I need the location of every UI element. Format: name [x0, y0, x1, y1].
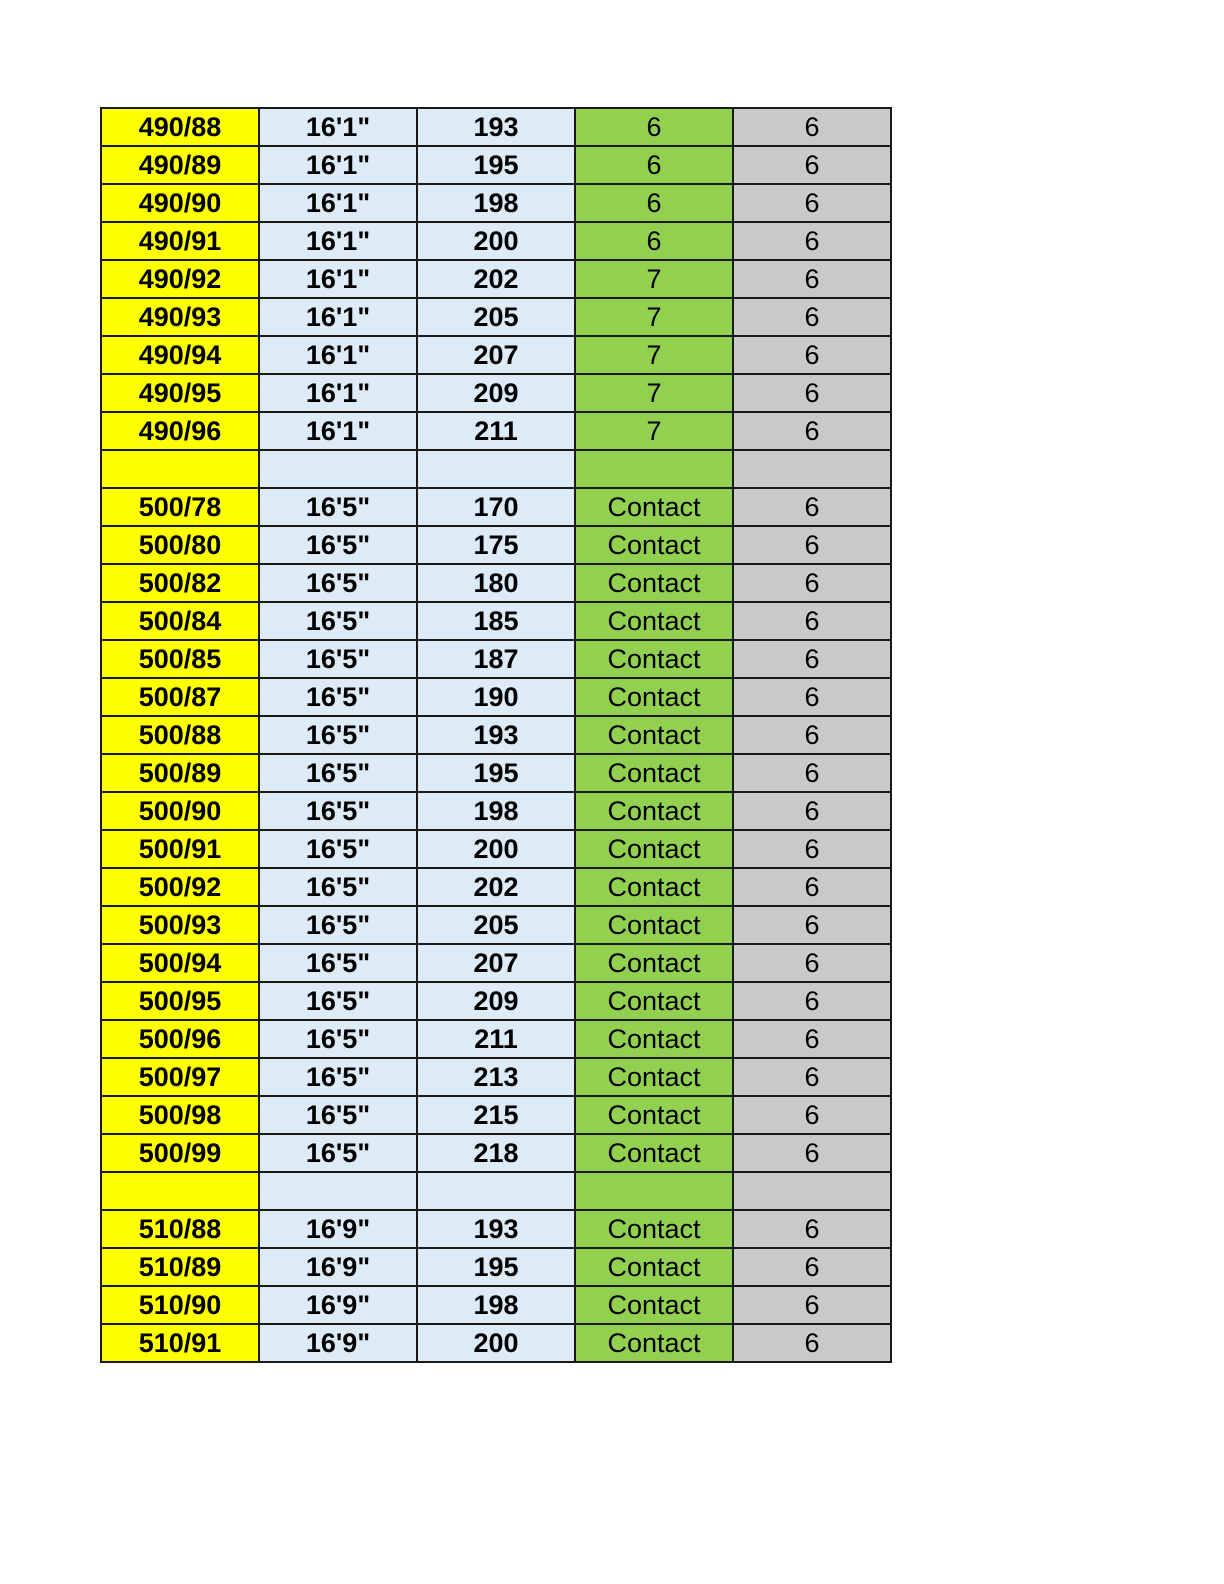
- diameter-cell: 16'5": [259, 982, 417, 1020]
- diameter-cell: 16'5": [259, 678, 417, 716]
- grade-cell: 6: [733, 716, 891, 754]
- table-row: [101, 488, 891, 526]
- grade-cell: 6: [733, 108, 891, 146]
- diameter-cell: 16'5": [259, 1134, 417, 1172]
- grade-cell: [733, 1172, 891, 1210]
- ply-cell: Contact: [575, 1248, 733, 1286]
- ply-cell: Contact: [575, 792, 733, 830]
- size-cell: 500/84: [101, 602, 259, 640]
- load-cell: 202: [417, 260, 575, 298]
- ply-cell: Contact: [575, 830, 733, 868]
- table-row: [101, 146, 891, 184]
- ply-cell: Contact: [575, 1020, 733, 1058]
- ply-cell: 7: [575, 374, 733, 412]
- size-cell: 500/97: [101, 1058, 259, 1096]
- diameter-cell: 16'5": [259, 1020, 417, 1058]
- grade-cell: 6: [733, 146, 891, 184]
- ply-cell: Contact: [575, 1058, 733, 1096]
- ply-cell: 7: [575, 412, 733, 450]
- ply-cell: Contact: [575, 906, 733, 944]
- size-cell: 500/92: [101, 868, 259, 906]
- table-row: [101, 298, 891, 336]
- load-cell: 190: [417, 678, 575, 716]
- diameter-cell: 16'1": [259, 184, 417, 222]
- diameter-cell: 16'5": [259, 792, 417, 830]
- grade-cell: 6: [733, 1324, 891, 1362]
- size-cell: 500/94: [101, 944, 259, 982]
- load-cell: 198: [417, 1286, 575, 1324]
- grade-cell: 6: [733, 1020, 891, 1058]
- diameter-cell: 16'1": [259, 108, 417, 146]
- table-row: [101, 108, 891, 146]
- load-cell: 193: [417, 1210, 575, 1248]
- table-row: [101, 944, 891, 982]
- ply-cell: Contact: [575, 526, 733, 564]
- spec-table: [100, 107, 892, 1363]
- diameter-cell: 16'9": [259, 1324, 417, 1362]
- size-cell: 500/93: [101, 906, 259, 944]
- size-cell: 490/88: [101, 108, 259, 146]
- ply-cell: 6: [575, 108, 733, 146]
- load-cell: 195: [417, 146, 575, 184]
- size-cell: 510/89: [101, 1248, 259, 1286]
- load-cell: 195: [417, 1248, 575, 1286]
- size-cell: 500/96: [101, 1020, 259, 1058]
- load-cell: 193: [417, 108, 575, 146]
- grade-cell: 6: [733, 906, 891, 944]
- grade-cell: 6: [733, 412, 891, 450]
- table-row: [101, 754, 891, 792]
- load-cell: 218: [417, 1134, 575, 1172]
- table-row: [101, 982, 891, 1020]
- size-cell: 500/95: [101, 982, 259, 1020]
- table-row: [101, 184, 891, 222]
- ply-cell: 6: [575, 222, 733, 260]
- size-cell: 500/89: [101, 754, 259, 792]
- load-cell: 200: [417, 830, 575, 868]
- ply-cell: Contact: [575, 868, 733, 906]
- table-row: [101, 1134, 891, 1172]
- size-cell: 490/90: [101, 184, 259, 222]
- size-cell: 490/93: [101, 298, 259, 336]
- ply-cell: [575, 450, 733, 488]
- load-cell: 198: [417, 184, 575, 222]
- load-cell: 211: [417, 1020, 575, 1058]
- load-cell: 207: [417, 336, 575, 374]
- diameter-cell: 16'9": [259, 1286, 417, 1324]
- grade-cell: 6: [733, 564, 891, 602]
- diameter-cell: 16'5": [259, 944, 417, 982]
- load-cell: 193: [417, 716, 575, 754]
- table-row: [101, 1058, 891, 1096]
- grade-cell: 6: [733, 602, 891, 640]
- grade-cell: 6: [733, 830, 891, 868]
- size-cell: 500/90: [101, 792, 259, 830]
- size-cell: 490/94: [101, 336, 259, 374]
- table-row: [101, 716, 891, 754]
- table-row: [101, 678, 891, 716]
- grade-cell: [733, 450, 891, 488]
- size-cell: 500/91: [101, 830, 259, 868]
- table-row: [101, 1324, 891, 1362]
- diameter-cell: 16'5": [259, 602, 417, 640]
- ply-cell: Contact: [575, 1210, 733, 1248]
- table-row: [101, 1286, 891, 1324]
- load-cell: 175: [417, 526, 575, 564]
- load-cell: 200: [417, 222, 575, 260]
- table-row: [101, 792, 891, 830]
- load-cell: 187: [417, 640, 575, 678]
- load-cell: 195: [417, 754, 575, 792]
- grade-cell: 6: [733, 1286, 891, 1324]
- size-cell: 490/89: [101, 146, 259, 184]
- diameter-cell: 16'5": [259, 1058, 417, 1096]
- load-cell: [417, 1172, 575, 1210]
- diameter-cell: 16'5": [259, 526, 417, 564]
- diameter-cell: 16'5": [259, 564, 417, 602]
- ply-cell: 6: [575, 146, 733, 184]
- load-cell: 185: [417, 602, 575, 640]
- load-cell: 215: [417, 1096, 575, 1134]
- diameter-cell: 16'1": [259, 412, 417, 450]
- grade-cell: 6: [733, 1134, 891, 1172]
- ply-cell: Contact: [575, 1134, 733, 1172]
- diameter-cell: [259, 450, 417, 488]
- size-cell: [101, 450, 259, 488]
- diameter-cell: [259, 1172, 417, 1210]
- grade-cell: 6: [733, 1248, 891, 1286]
- grade-cell: 6: [733, 944, 891, 982]
- table-row: [101, 412, 891, 450]
- load-cell: 207: [417, 944, 575, 982]
- table-row: [101, 336, 891, 374]
- size-cell: 500/87: [101, 678, 259, 716]
- grade-cell: 6: [733, 336, 891, 374]
- grade-cell: 6: [733, 640, 891, 678]
- ply-cell: Contact: [575, 1286, 733, 1324]
- table-row: [101, 1020, 891, 1058]
- load-cell: 209: [417, 374, 575, 412]
- grade-cell: 6: [733, 184, 891, 222]
- diameter-cell: 16'5": [259, 1096, 417, 1134]
- size-cell: 510/88: [101, 1210, 259, 1248]
- size-cell: 500/80: [101, 526, 259, 564]
- size-cell: 500/99: [101, 1134, 259, 1172]
- ply-cell: 6: [575, 184, 733, 222]
- diameter-cell: 16'9": [259, 1248, 417, 1286]
- grade-cell: 6: [733, 298, 891, 336]
- ply-cell: [575, 1172, 733, 1210]
- size-cell: 490/96: [101, 412, 259, 450]
- grade-cell: 6: [733, 982, 891, 1020]
- ply-cell: Contact: [575, 602, 733, 640]
- diameter-cell: 16'9": [259, 1210, 417, 1248]
- diameter-cell: 16'5": [259, 754, 417, 792]
- ply-cell: Contact: [575, 488, 733, 526]
- grade-cell: 6: [733, 1210, 891, 1248]
- table-row: [101, 374, 891, 412]
- grade-cell: 6: [733, 1058, 891, 1096]
- spec-table-body: [101, 108, 891, 1362]
- load-cell: 209: [417, 982, 575, 1020]
- grade-cell: 6: [733, 792, 891, 830]
- load-cell: 202: [417, 868, 575, 906]
- diameter-cell: 16'1": [259, 146, 417, 184]
- grade-cell: 6: [733, 488, 891, 526]
- table-row: [101, 906, 891, 944]
- ply-cell: Contact: [575, 678, 733, 716]
- load-cell: 205: [417, 906, 575, 944]
- size-cell: 490/95: [101, 374, 259, 412]
- size-cell: 500/82: [101, 564, 259, 602]
- ply-cell: Contact: [575, 982, 733, 1020]
- grade-cell: 6: [733, 260, 891, 298]
- grade-cell: 6: [733, 374, 891, 412]
- grade-cell: 6: [733, 754, 891, 792]
- table-row: [101, 564, 891, 602]
- grade-cell: 6: [733, 868, 891, 906]
- grade-cell: 6: [733, 1096, 891, 1134]
- table-row: [101, 1096, 891, 1134]
- grade-cell: 6: [733, 678, 891, 716]
- table-row: [101, 1210, 891, 1248]
- size-cell: 500/78: [101, 488, 259, 526]
- table-row: [101, 1172, 891, 1210]
- load-cell: 170: [417, 488, 575, 526]
- ply-cell: Contact: [575, 1324, 733, 1362]
- ply-cell: Contact: [575, 640, 733, 678]
- load-cell: 180: [417, 564, 575, 602]
- table-row: [101, 260, 891, 298]
- size-cell: 500/85: [101, 640, 259, 678]
- size-cell: 500/88: [101, 716, 259, 754]
- table-row: [101, 1248, 891, 1286]
- table-row: [101, 450, 891, 488]
- ply-cell: Contact: [575, 564, 733, 602]
- table-row: [101, 602, 891, 640]
- ply-cell: Contact: [575, 1096, 733, 1134]
- diameter-cell: 16'5": [259, 868, 417, 906]
- size-cell: [101, 1172, 259, 1210]
- load-cell: 200: [417, 1324, 575, 1362]
- diameter-cell: 16'5": [259, 906, 417, 944]
- ply-cell: Contact: [575, 944, 733, 982]
- load-cell: [417, 450, 575, 488]
- diameter-cell: 16'1": [259, 336, 417, 374]
- load-cell: 205: [417, 298, 575, 336]
- diameter-cell: 16'5": [259, 716, 417, 754]
- load-cell: 198: [417, 792, 575, 830]
- grade-cell: 6: [733, 526, 891, 564]
- diameter-cell: 16'1": [259, 260, 417, 298]
- diameter-cell: 16'5": [259, 830, 417, 868]
- table-row: [101, 868, 891, 906]
- diameter-cell: 16'1": [259, 298, 417, 336]
- diameter-cell: 16'1": [259, 374, 417, 412]
- ply-cell: Contact: [575, 754, 733, 792]
- size-cell: 510/91: [101, 1324, 259, 1362]
- ply-cell: Contact: [575, 716, 733, 754]
- size-cell: 500/98: [101, 1096, 259, 1134]
- grade-cell: 6: [733, 222, 891, 260]
- ply-cell: 7: [575, 336, 733, 374]
- size-cell: 490/92: [101, 260, 259, 298]
- ply-cell: 7: [575, 298, 733, 336]
- table-row: [101, 222, 891, 260]
- table-row: [101, 526, 891, 564]
- diameter-cell: 16'5": [259, 488, 417, 526]
- load-cell: 211: [417, 412, 575, 450]
- ply-cell: 7: [575, 260, 733, 298]
- load-cell: 213: [417, 1058, 575, 1096]
- size-cell: 510/90: [101, 1286, 259, 1324]
- diameter-cell: 16'5": [259, 640, 417, 678]
- diameter-cell: 16'1": [259, 222, 417, 260]
- size-cell: 490/91: [101, 222, 259, 260]
- table-row: [101, 830, 891, 868]
- table-row: [101, 640, 891, 678]
